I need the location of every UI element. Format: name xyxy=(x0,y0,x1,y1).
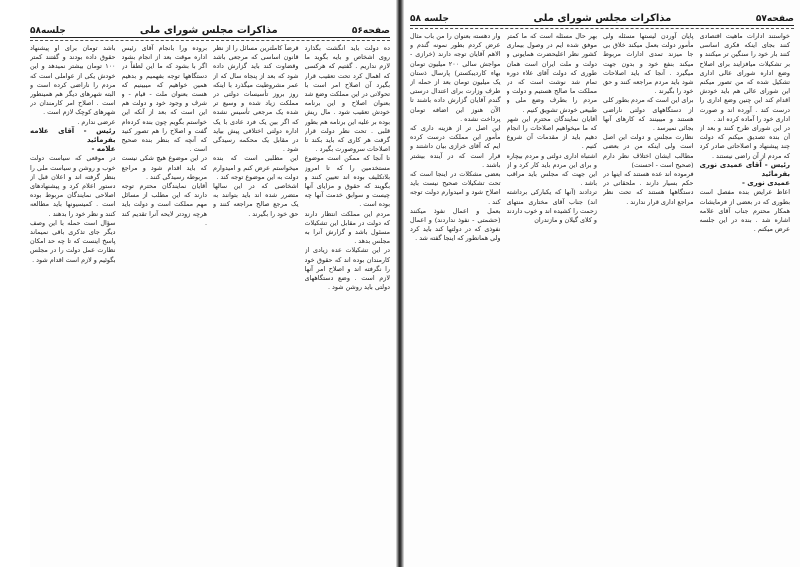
body-paragraph: فرموده اند عده هستند که اینها در حکم بسیار دارند . ملحقاتی در دستگاهها هستند که تحت نظر مراجع اداری قرار ندارند . xyxy=(603,170,694,206)
right-page-columns xyxy=(410,32,790,537)
speaker-heading: رئیس - آقای علامه بفرمائید xyxy=(30,126,116,145)
body-paragraph: ده دولت باید انگشت بگذارد روی اشخاص و بایه بگوید ما لازم نداریم . گفتیم که هرکسی که اهمال کرد تحت تعقیب قرار بگیرد آن اصلاح امر است با تحولاتی در این مملکت وضع شد بعنوان اصلاح و این برنامه خودش تعقیب شود . مال ریش بوده بر علیه این برنامه هم بطور قلبی . تحت نظر دولت قرار گرفت هر کاری که باید بکند تا اصلاحات سروصورت بگیرد . xyxy=(304,44,390,154)
header-rule-dashed xyxy=(410,28,794,29)
body-paragraph: عرضی ندارم . xyxy=(77,117,116,126)
body-paragraph: خواستند ادارات ماهیت اقتصادی کنند بجای اینکه فکری اساسی کنند بار خود را سنگین تر میکنند و بر تشکیلات میافزایند برای اصلاح وضع اداره شورای عالی اداری تشکیل شده که من تصور میکنم این شورای عالی هم باید خودش اقدام کند این چنین وضع اداری را درست کند . آورده اند و صورت اداری خود را آماده کرده اند . xyxy=(699,32,790,123)
body-paragraph: وار دهسته بعنوان را من باب مثال عرض کردم بطور نمونه گندم و الاهم آقایان توجه دارند (خرازی - مواجش سالی ۲۰۰ میلیون تومان بهاء کاردیبکستر) پارسال ذستان یک میلیون تومان بعد از حمله از طرف وزارت برای اعتدال درستی گندم آقایان گزارش داده باشند تا الآن هنوز این اضافه تومان پرداخت نشده . xyxy=(410,32,501,123)
body-paragraph: این اصل تر از هزینه داری که مأمور این مملکت درست کرده ایم که آقای خرازی بیان داشتند و قرار است که در آینده بیشتر باشند . xyxy=(410,124,501,169)
speaker-heading: رئیس - آقای عمیدی نوری بفرمائید xyxy=(699,160,790,179)
text-column xyxy=(410,32,501,537)
body-paragraph: در این موضوع هیچ شکی نیست که باید اقدام شود و مراجع مربوطه رسیدگی کنند . xyxy=(121,154,207,181)
body-paragraph: نظارت مجلس و دولت این اصل است ولی اینکه من در بعضی مطالب ایشان اختلاف نظر دارم (صحیح است - احسنت) xyxy=(603,133,694,169)
body-paragraph: اعاظ عرایض بنده مفصل است بطوری که در بعضی از فرمایشات همکار محترم جناب آقای علامه اشاره شد . بنده در این جلسه عرض میکنم . xyxy=(699,188,790,234)
body-paragraph: این مطلبی است که بنده میخواستم عرض کنم و امیدوارم دولت به این موضوع توجه کند . xyxy=(213,154,299,181)
publication-title: مذاکرات مجلس شورای ملی xyxy=(139,25,278,36)
right-page-header xyxy=(410,10,794,24)
body-paragraph: اشتباه اداری دولتی و مردم بیچاره و برای این مردم باید کار کرد و از این جهت که مجلس باید مراقب باشد . xyxy=(506,151,597,188)
text-column xyxy=(30,44,116,527)
text-column xyxy=(122,44,208,527)
session-label: جلسه ۵۸ xyxy=(410,14,449,24)
header-rule xyxy=(30,37,390,38)
body-paragraph: در این تشکیلات عده زیادی از کارمندان بوده اند که حقوق خود را نگرفته اند و اصلاح امر آنها لازم است . وضع دستگاههای دولتی باید روشن شود . xyxy=(304,246,390,292)
book-gutter xyxy=(396,0,404,567)
body-paragraph: در این شورای طرح کنند و بعد از آن بنده تصدیق میکنم که دولت چند پیشنهاد و اصلاحاتی صادر کرد که مردم از آن راضی نیستند . xyxy=(699,124,790,160)
body-paragraph: بروده ورا بانجام آقای رئیس اداره موقت بعد از انجام بشود اگر با بشود که ما این لطفاً در دستگاهها توجه بفهمیم و بدهیم همین خواهیم که میبینیم که هست بعنوان ملت - قیام - و شرف و وجود خود و دولت هم این است که بعد از آنکه این خواستم بگویم چون بنده کرده‌ام گفت و اصلاح را هم تصور کنید که آنچه که بنظر بنده صحیح است . xyxy=(121,44,207,154)
body-paragraph: پایان آوردن لیستها مسئله ولی مأمور دولت بعمل میکند خلاق بی جا میزند تمدی ادارات مربوط میکند بنفع خود و بدون جهت میگیرد . آنجا که باید اصلاحات شود باید مردم مراجعه کنند و حق خود را بگیرند . xyxy=(603,32,694,96)
text-column xyxy=(305,44,391,527)
body-paragraph: بعمل و اعمال نفوذ میکنند (حشمتی - نفوذ نداردند) و اعمال نفوذی که در دولتها کند باید کرد ولی همانطور که اینجا گفته شد . xyxy=(410,206,501,243)
page-number-label: صفحه۵۷ xyxy=(755,14,794,24)
body-paragraph: سؤال است حمله با این وصف دیگر جای تذکری باقی نمیماند پاسخ اینست که تا چه حد امکان نظارت عمل دولت را در مجلس بگوئیم و لازم است اقدام شود . xyxy=(30,218,116,264)
session-label: جلسه۵۸ xyxy=(30,26,66,36)
body-paragraph: تردادند (آنها که یکبارکی برداشته اند) جناب آقای مختاری منتهای زحمت را کشیده اند و خوب داردند و کلای گیلان و مازندران xyxy=(506,188,597,225)
body-paragraph: بهر حال مسئله است که ما کمتر موفق شده ایم در وصول بیماری کشور نظر اعلیحضرت همایونی و دولت و ملت ایران است همان طوری که دولت آقای علاء دوره تمام شد نوشت است که در مملکت ما صالح هستیم و دولت و مردم را بطرف وضع ملی و طبیعی خودش تشویق کنیم . xyxy=(506,32,597,114)
left-page-columns xyxy=(30,44,390,527)
body-paragraph: تا آنجا که ممکن است موضوع مستخدمین را که تا امروز بلاتکلیف بوده اند تعیین کنند و بگویند که حقوق و مزایای آنها چیست و سوابق خدمت آنها چه بوده است . xyxy=(304,154,390,209)
left-page-header xyxy=(30,22,390,36)
body-paragraph: بعضی مشکلات در اینجا است که تحت تشکیلات صحیح نیست باید اصلاح شود و امیدوارم دولت توجه کند . xyxy=(410,170,501,206)
speaker-heading: عمیدی نوری - xyxy=(741,179,790,188)
text-column xyxy=(213,44,299,527)
body-paragraph: قرضاً کاملترین مسائل را از نظر قانون اساسی که مرجعی باشد وقضاوت کند باید گزارش داده شود که بعد از پنجاه سال که از عمر مشروطیت میگذرد با اینکه روز بروز تأسیسات دولتی در مملکت زیاد شده و وسیع تر شده یک مرجعی تأسیس نشده که اگر بین یک فرد عادی با یک اداره دولتی اختلافی پیش بیاید در مقابل یک محکمه رسیدگی شود . xyxy=(213,44,299,154)
header-rule-dashed xyxy=(30,40,390,41)
body-paragraph: برای این است که مردم بطور کلی از دستگاههای دولتی ناراضی هستند و میبینند که کارهای آنها بجائی نمیرسد . xyxy=(603,96,694,133)
body-paragraph: باشد تومان برای او پیشنهاد حقوق داده بودند و گفتند کمتر ۱۰۰ تومان بیشتر نمیدهد و این خودش یکی از عواملی است که مردم را ناراضی کرده است و البته شهرهای دیگر هم همینطور است . اصلاح امر کارمندان در شهرهای کوچک لازم است . xyxy=(30,44,116,117)
body-paragraph: آقایان نمایندگان محترم این شهر که ما میخواهیم اصلاحات را انجام دهیم باید از مقدمات آن شروع کنیم . xyxy=(506,114,597,151)
page-number-label: صفحه۵۶ xyxy=(351,26,390,36)
speaker-heading: علامه - xyxy=(91,145,116,154)
left-page xyxy=(0,0,396,567)
scan-margin xyxy=(0,0,30,567)
body-paragraph: در موقعی که سیاست دولت خوب و روشن و سیاست ملی را بنظر گرفته اند و اعلان قبل از دستور اعلام کرد و پیشنهادهای اصلاحی نمایندگان مربوط بوده است . کمیسیونها باید مطالعه کنند و نظر خود را بدهند . xyxy=(30,154,116,218)
body-paragraph: اشخاصی که در این سالها متضرر شده اند باید بتوانند به یک مرجع صالح مراجعه کنند و حق خود را بگیرند . xyxy=(213,182,299,218)
body-paragraph: مردم این مملکت انتظار دارند که دولت در مقابل این تشکیلات مسئول باشد و گزارش آنرا به مجلس بدهد . xyxy=(304,209,390,246)
text-column xyxy=(700,32,791,537)
right-page xyxy=(404,0,800,567)
header-rule xyxy=(410,25,794,26)
text-column xyxy=(603,32,694,537)
text-column xyxy=(507,32,598,537)
body-paragraph: آقایان نمایندگان محترم توجه دارند که این مطلب از مسائل مهم مملکت است و دولت باید هرچه زودتر لایحه آنرا تقدیم کند . xyxy=(121,182,207,227)
publication-title: مذاکرات مجلس شورای ملی xyxy=(533,13,672,24)
